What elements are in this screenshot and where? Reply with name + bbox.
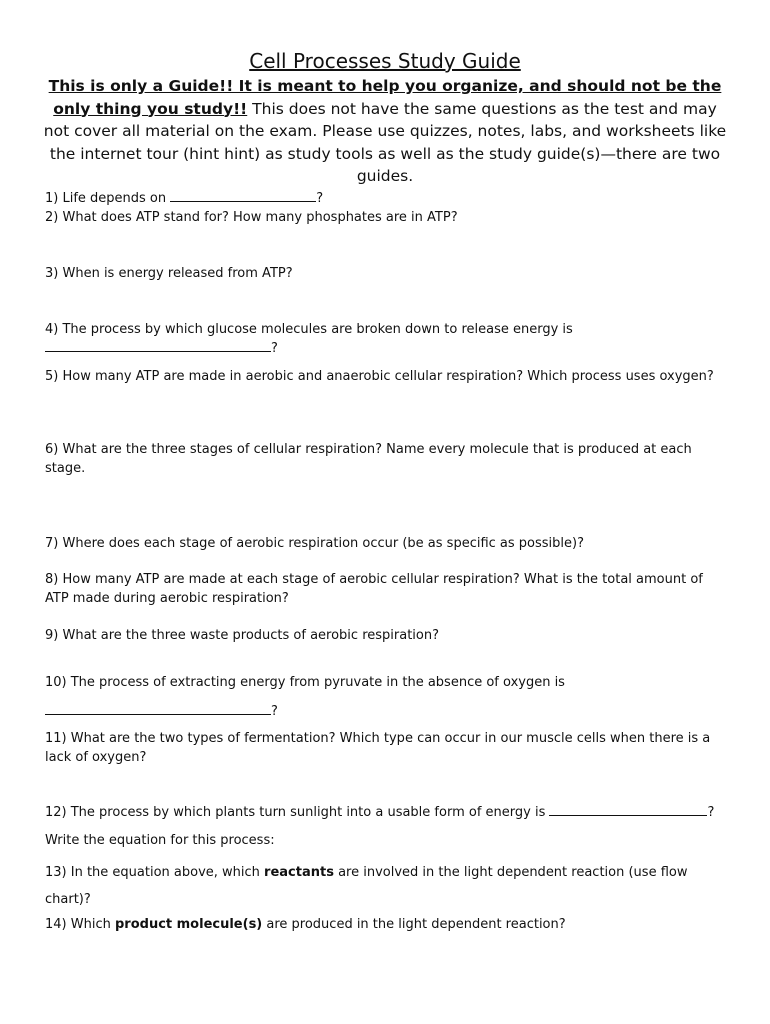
question-4-answer-line	[45, 339, 725, 358]
page-title: Cell Processes Study Guide	[249, 49, 521, 73]
question-4-end: ?	[271, 341, 278, 356]
question-4: 4) The process by which glucose molecules are broken down to release energy is	[45, 322, 573, 337]
question-13-text: 13) In the equation above, which	[45, 865, 265, 880]
question-12-end: ?	[707, 805, 715, 820]
intro-paragraph	[40, 75, 730, 188]
answer-blank	[45, 702, 271, 715]
answer-blank	[549, 803, 707, 816]
question-12	[45, 803, 725, 822]
question-13-rest: are involved in the light dependent reaction (use flow chart)?	[45, 865, 688, 907]
question-11: 11) What are the two types of fermentation? Which type can occur in our muscle cells when there is a lack of oxygen?	[45, 731, 711, 765]
question-10: 10) The process of extracting energy from pyruvate in the absence of oxygen is	[45, 675, 565, 690]
question-1-end: ?	[316, 191, 324, 206]
answer-blank	[45, 339, 271, 352]
question-14-rest: are produced in the light dependent reaction?	[262, 917, 566, 932]
question-12-text: 12) The process by which plants turn sunlight into a usable form of energy is	[45, 805, 550, 820]
question-1-text: 1) Life depends on	[45, 191, 171, 206]
question-2: 2) What does ATP stand for? How many phosphates are in ATP?	[45, 210, 458, 225]
question-13-keyword: reactants	[264, 865, 334, 880]
question-8: 8) How many ATP are made at each stage of aerobic cellular respiration? What is the total amount of ATP made during aerobic respiration?	[45, 572, 703, 606]
question-14-keyword: product molecule(s)	[114, 917, 263, 932]
question-9: 9) What are the three waste products of aerobic respiration?	[45, 628, 440, 643]
question-5: 5) How many ATP are made in aerobic and anaerobic cellular respiration? Which process uses oxygen?	[45, 369, 714, 384]
question-7: 7) Where does each stage of aerobic respiration occur (be as specific as possible)?	[45, 536, 584, 551]
question-14-text: 14) Which	[45, 917, 115, 932]
intro-emphasis: This is only a Guide!! It is meant to help you organize, and should not be the only thing you study!!	[48, 77, 722, 118]
intro-rest: This does not have the same questions as the test and may not cover all material on the exam. Please use quizzes, notes, labs, and worksheets like the internet tour (hint hint) as study tools as well as the study guide(s)—there are two guides.	[43, 99, 727, 185]
question-6: 6) What are the three stages of cellular respiration? Name every molecule that is produced at each stage.	[45, 442, 692, 476]
question-10-end: ?	[271, 704, 278, 719]
question-14	[45, 915, 725, 934]
answer-blank	[170, 189, 316, 202]
question-12-equation-prompt: Write the equation for this process:	[45, 833, 275, 848]
question-10-answer-line	[45, 702, 725, 721]
question-1	[45, 189, 725, 208]
question-13	[45, 859, 725, 913]
question-3: 3) When is energy released from ATP?	[45, 266, 293, 281]
